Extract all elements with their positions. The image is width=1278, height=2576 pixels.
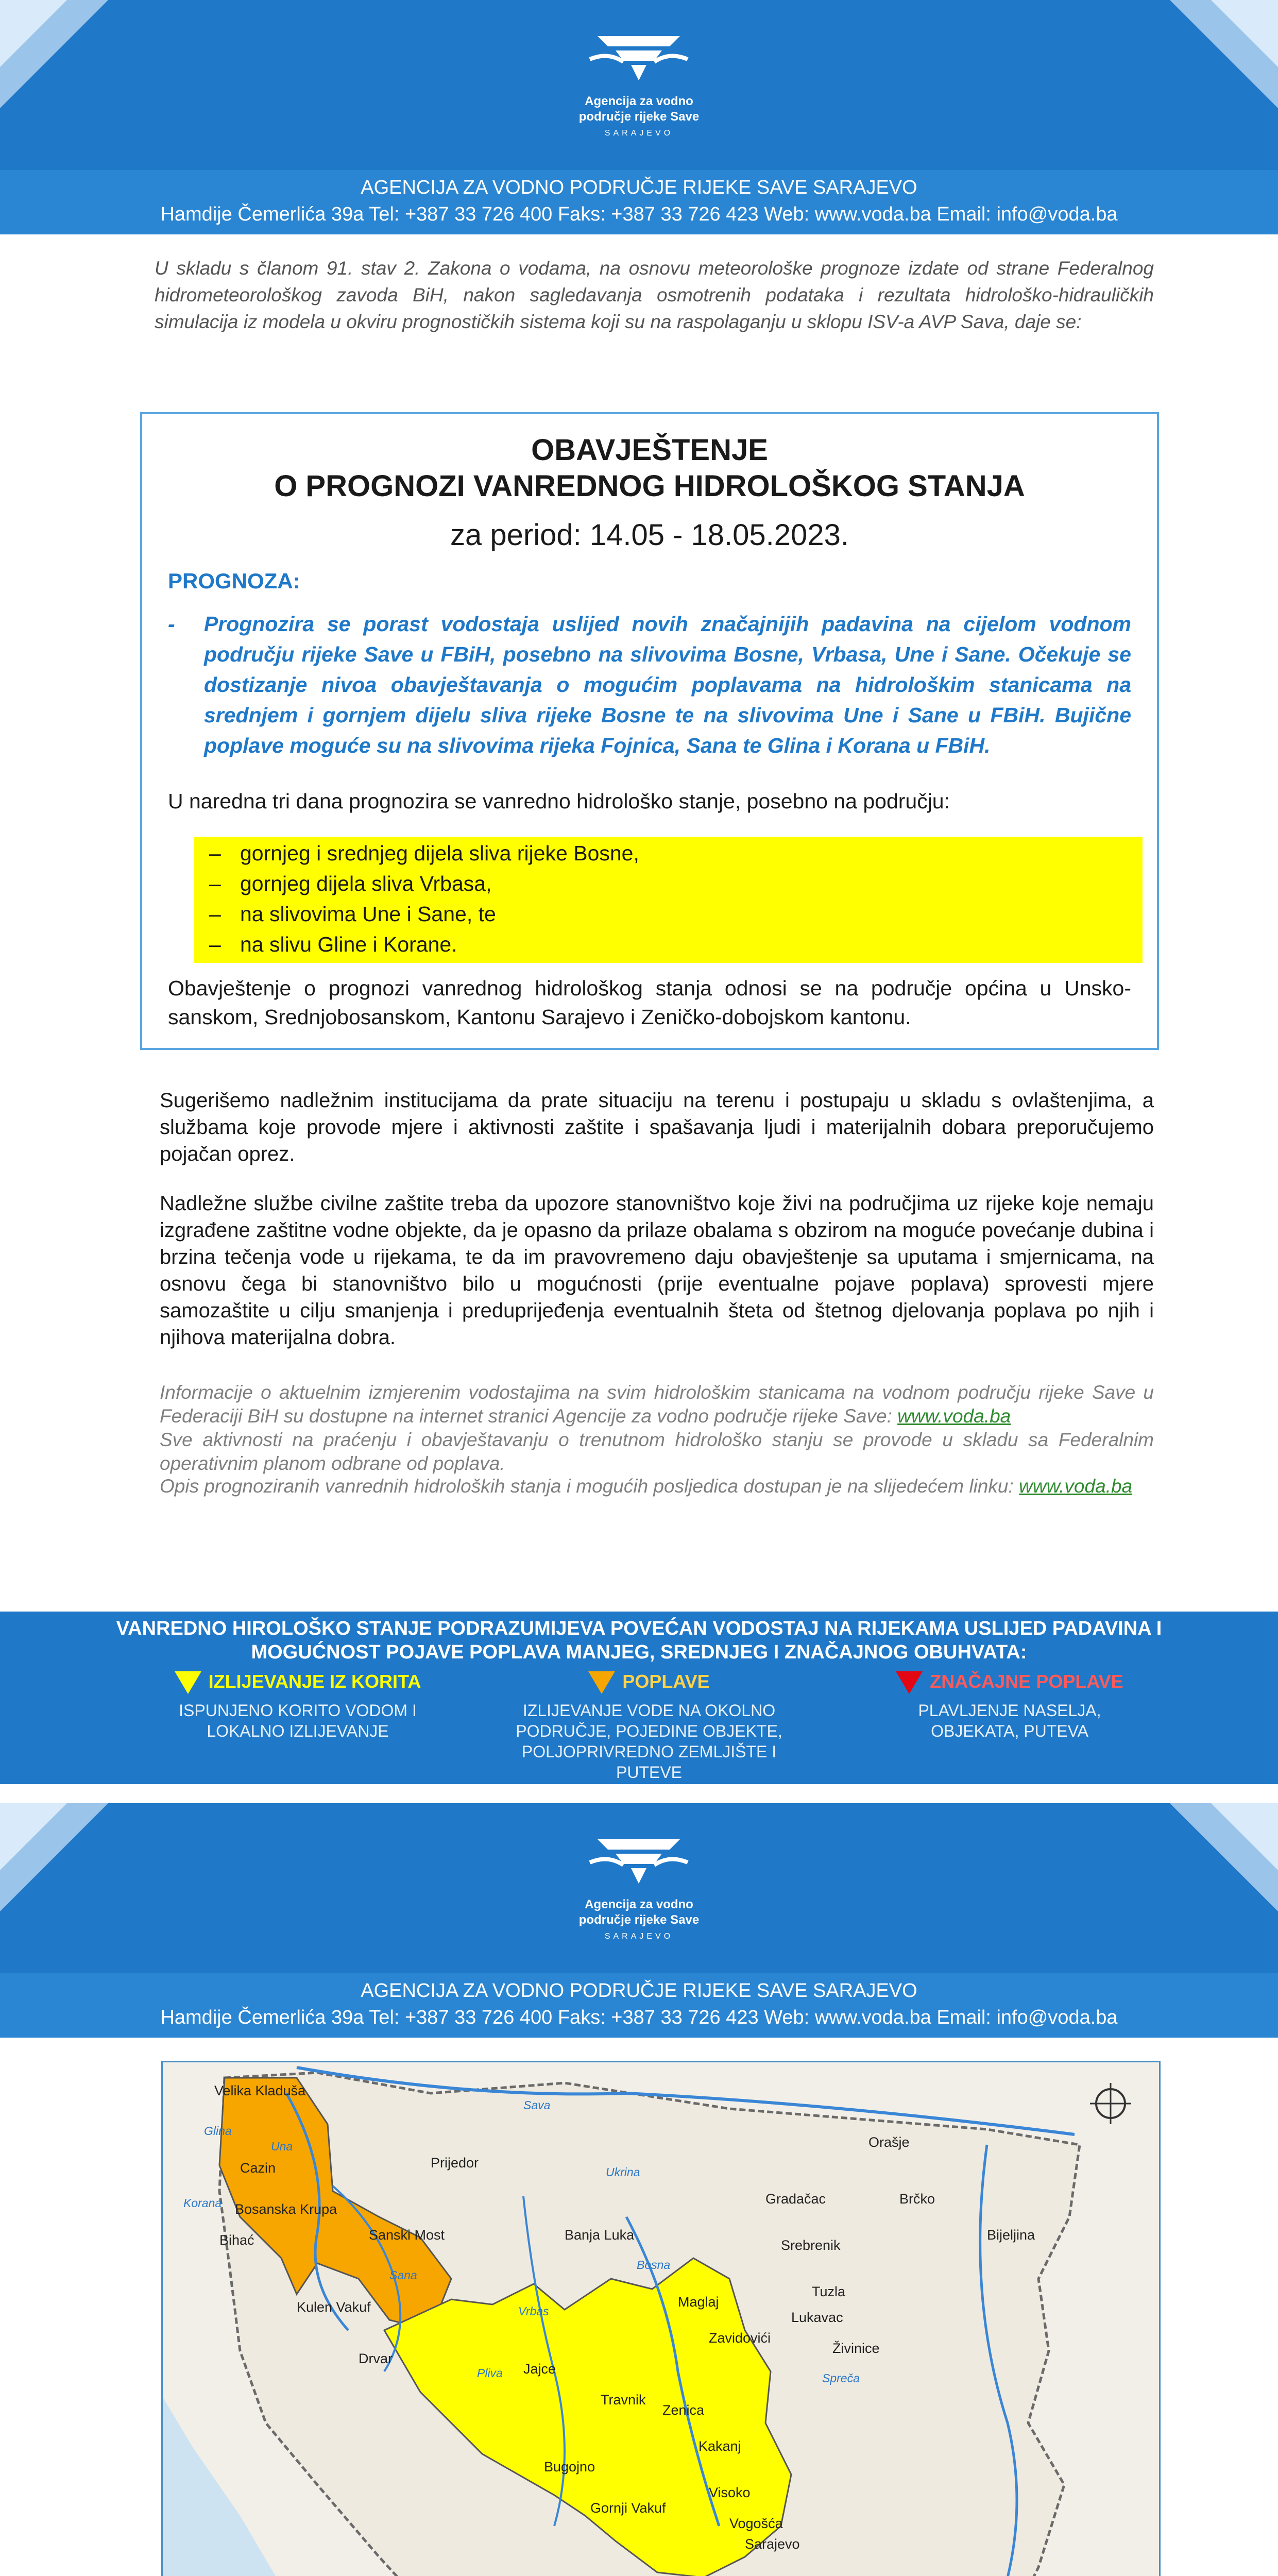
warning-triangle-icon xyxy=(175,1671,201,1694)
agency-full-name: AGENCIJA ZA VODNO PODRUČJE RIJEKE SAVE SARAJEVO xyxy=(361,177,917,198)
legend-desc: PLAVLJENJE NASELJA, OBJEKATA, PUTEVA xyxy=(918,1701,1101,1741)
river-label: Ukrina xyxy=(606,2165,640,2179)
city-label: Sarajevo xyxy=(745,2536,800,2552)
notice-box xyxy=(140,412,1159,1050)
decor-triangle xyxy=(0,0,67,67)
forecast-dash: - xyxy=(168,612,175,636)
warning-triangle-icon xyxy=(588,1671,615,1694)
river-label: Sana xyxy=(389,2268,417,2282)
notice-period: za period: 14.05 - 18.05.2023. xyxy=(450,518,849,552)
city-label: Vogošća xyxy=(729,2516,783,2531)
city-label: Visoko xyxy=(709,2485,751,2500)
agency-name-line2: područje rijeke Save xyxy=(578,1913,700,1927)
city-label: Bijeljina xyxy=(987,2227,1035,2243)
city-label: Tuzla xyxy=(812,2284,846,2299)
agency-contact: Hamdije Čemerlića 39a Tel: +387 33 726 400 Faks: +387 33 726 423 Web: www.voda.ba Email: info@voda.ba xyxy=(160,2007,1118,2028)
forecast-text-block xyxy=(168,609,1131,761)
river-label: Korana xyxy=(183,2196,222,2210)
area-dash: – xyxy=(209,841,221,865)
legend-head: POPLAVE xyxy=(515,1671,783,1694)
header-banner xyxy=(0,1803,1278,1973)
area-item xyxy=(209,839,639,868)
header-contact-band xyxy=(0,1973,1278,2038)
area-text: gornjeg dijela sliva Vrbasa, xyxy=(240,872,492,895)
info-paragraph: Sve aktivnosti na praćenju i obavještavanju o trenutnom hidrološko stanju se provode u skladu sa Federalnim operativnim planom odbrane od poplava. xyxy=(160,1429,1154,1474)
area-item xyxy=(209,900,496,928)
legend-head: IZLIJEVANJE IZ KORITA xyxy=(164,1671,432,1694)
city-label: Kulen Vakuf xyxy=(297,2299,371,2315)
area-dash: – xyxy=(209,872,221,895)
area-text: gornjeg i srednjeg dijela sliva rijeke Bosne, xyxy=(240,841,639,865)
city-label: Sanski Most xyxy=(369,2227,445,2243)
info-paragraph xyxy=(160,1475,1154,1498)
area-dash: – xyxy=(209,902,221,926)
agency-full-name: AGENCIJA ZA VODNO PODRUČJE RIJEKE SAVE SARAJEVO xyxy=(361,1980,917,2002)
city-label: Bosanska Krupa xyxy=(235,2201,337,2217)
info-text: Informacije o aktuelnim izmjerenim vodostajima na svim hidrološkim stanicama na vodnom području rijeke Save u Federaciji BiH su dostupne na internet stranici Agencije za vodno područje rijeke Save: xyxy=(160,1382,1154,1427)
body-paragraph: Nadležne službe civilne zaštite treba da upozore stanovništvo koje živi na područjima uz rijeke koje nemaju izgrađene zaštitne vodne objekte, da je opasno da prilaze obalama s obzirom na moguće povećanje dubina i brzina tečenja vode u rijekama, te da im pravovremeno daju obavještenje sa uputama i smjernicama, na osnovu čega bi stanovništvo bilo u mogućnosti (prije eventualne pojave poplava) sprovesti mjere samozaštite u cilju smanjenja i preduprijeđenja eventualnih šteta od štetnog djelovanja poplava po njih i njihova materijalna dobra. xyxy=(160,1192,1154,1349)
agency-logo-icon xyxy=(587,31,690,88)
river-label: Vrbas xyxy=(518,2304,549,2318)
agency-logo-icon xyxy=(587,1834,690,1891)
intro-paragraph: U skladu s članom 91. stav 2. Zakona o vodama, na osnovu meteorološke prognoze izdate od strane Federalnog hidrometeorološkog zavoda BiH, nakon sagledavanja osmotrenih podataka i rezultata hidrološko-hidrauličkih simulacija iz modela u okviru prognostičkih sistema koji su na raspolaganju u sklopu ISV-a AVP Sava, daje se: xyxy=(155,258,1154,332)
legend-head: ZNAČAJNE POPLAVE xyxy=(876,1671,1144,1694)
city-label: Zenica xyxy=(662,2402,705,2418)
legend-desc: IZLIJEVANJE VODE NA OKOLNO PODRUČJE, POJEDINE OBJEKTE, POLJOPRIVREDNO ZEMLJIŠTE I PUTEVE xyxy=(516,1701,782,1782)
info-text: Opis prognoziranih vanrednih hidroloških stanja i mogućih posljedica dostupan je na slijedećem linku: xyxy=(160,1476,1019,1497)
forecast-label: PROGNOZA: xyxy=(168,569,300,593)
notice-title: OBAVJEŠTENJE xyxy=(531,433,768,467)
areas-intro: U naredna tri dana prognozira se vanredno hidrološko stanje, posebno na području: xyxy=(168,789,950,813)
city-label: Drvar xyxy=(359,2351,393,2366)
agency-city: SARAJEVO xyxy=(604,129,674,138)
river-label: Pliva xyxy=(477,2366,503,2380)
voda-link[interactable]: www.voda.ba xyxy=(897,1405,1011,1427)
decor-triangle xyxy=(1211,1803,1278,1870)
body-paragraph: Sugerišemo nadležnim institucijama da prate situaciju na terenu i postupaju u skladu s ovlaštenjima, a službama koje provode mjere i aktivnosti zaštite i spašavanja ljudi i materijalnih dobara preporučujemo pojačan oprez. xyxy=(160,1089,1154,1165)
legend-col-major-flood xyxy=(876,1671,1144,1741)
city-label: Banja Luka xyxy=(565,2227,635,2243)
legend-col-overflow xyxy=(164,1671,432,1741)
area-item xyxy=(209,930,457,959)
legend-title: MOGUĆNOST POJAVE POPLAVA MANJEG, SREDNJEG I ZNAČAJNOG OBUHVATA: xyxy=(251,1641,1027,1663)
city-label: Bihać xyxy=(219,2232,254,2248)
notice-subtitle: O PROGNOZI VANREDNOG HIDROLOŠKOG STANJA xyxy=(274,469,1025,503)
legend-title: VANREDNO HIROLOŠKO STANJE PODRAZUMIJEVA POVEĆAN VODOSTAJ NA RIJEKAMA USLIJED PADAVINA I xyxy=(116,1618,1162,1639)
header-banner xyxy=(0,0,1278,170)
river-label: Spreča xyxy=(822,2371,860,2385)
legend-col-flood xyxy=(515,1671,783,1783)
area-item xyxy=(209,869,491,898)
river-label: Una xyxy=(271,2140,293,2153)
agency-city: SARAJEVO xyxy=(604,1932,674,1941)
area-dash: – xyxy=(209,933,221,956)
city-label: Lukavac xyxy=(791,2310,843,2325)
agency-name-line1: Agencija za vodno xyxy=(585,94,693,108)
map-canvas xyxy=(163,2062,1159,2576)
city-label: Prijedor xyxy=(431,2155,479,2171)
city-label: Bugojno xyxy=(544,2459,595,2475)
legend-band xyxy=(0,1612,1278,1784)
city-label: Gornji Vakuf xyxy=(590,2500,666,2516)
agency-name-line1: Agencija za vodno xyxy=(585,1897,693,1911)
city-label: Maglaj xyxy=(678,2294,719,2310)
city-label: Orašje xyxy=(868,2134,910,2150)
warning-triangle-icon xyxy=(896,1671,923,1694)
areas-highlight xyxy=(194,837,1143,963)
agency-contact: Hamdije Čemerlića 39a Tel: +387 33 726 400 Faks: +387 33 726 423 Web: www.voda.ba Email: info@voda.ba xyxy=(160,204,1118,225)
river-label: Glina xyxy=(204,2124,232,2138)
city-label: Živinice xyxy=(832,2341,880,2356)
legend-desc: ISPUNJENO KORITO VODOM I LOKALNO IZLIJEVANJE xyxy=(179,1701,417,1741)
city-label: Travnik xyxy=(601,2392,646,2408)
city-label: Kakanj xyxy=(698,2438,741,2454)
area-text: na slivu Gline i Korane. xyxy=(240,933,457,956)
notice-footer: Obavještenje o prognozi vanrednog hidrološkog stanja odnosi se na područje općina u Unsko-sanskom, Srednjobosanskom, Kantonu Sarajevo i Zeničko-dobojskom kantonu. xyxy=(168,976,1131,1029)
city-label: Srebrenik xyxy=(781,2238,841,2253)
city-label: Brčko xyxy=(899,2191,935,2207)
city-label: Zavidovići xyxy=(709,2330,771,2346)
decor-triangle xyxy=(0,1803,67,1870)
info-paragraph xyxy=(160,1381,1154,1428)
decor-triangle xyxy=(1211,0,1278,67)
area-text: na slivovima Une i Sane, te xyxy=(240,902,496,926)
river-label: Sava xyxy=(523,2098,551,2112)
header-contact-band xyxy=(0,170,1278,234)
forecast-text: Prognozira se porast vodostaja uslijed novih značajnijih padavina na cijelom vodnom području rijeke Save u FBiH, posebno na slivovima Bosne, Vrbasa, Une i Sane. Očekuje se dostizanje nivoa obavještavanja o mogućim poplavama na hidrološkim stanicama na srednjem i gornjem dijelu sliva rijeke Bosne te na slivovima Une i Sane u FBiH. Bujične poplave moguće su na slivovima rijeka Fojnica, Sana te Glina i Korana u FBiH. xyxy=(204,612,1131,757)
city-label: Jajce xyxy=(523,2361,556,2377)
city-label: Velika Kladuša xyxy=(214,2083,306,2098)
north-arrow-icon xyxy=(1090,2083,1131,2124)
city-label: Gradačac xyxy=(765,2191,826,2207)
forecast-map[interactable] xyxy=(161,2061,1161,2576)
voda-link[interactable]: www.voda.ba xyxy=(1019,1476,1133,1497)
agency-name-line2: područje rijeke Save xyxy=(578,110,700,124)
river-label: Bosna xyxy=(637,2258,671,2272)
city-label: Cazin xyxy=(240,2160,276,2176)
